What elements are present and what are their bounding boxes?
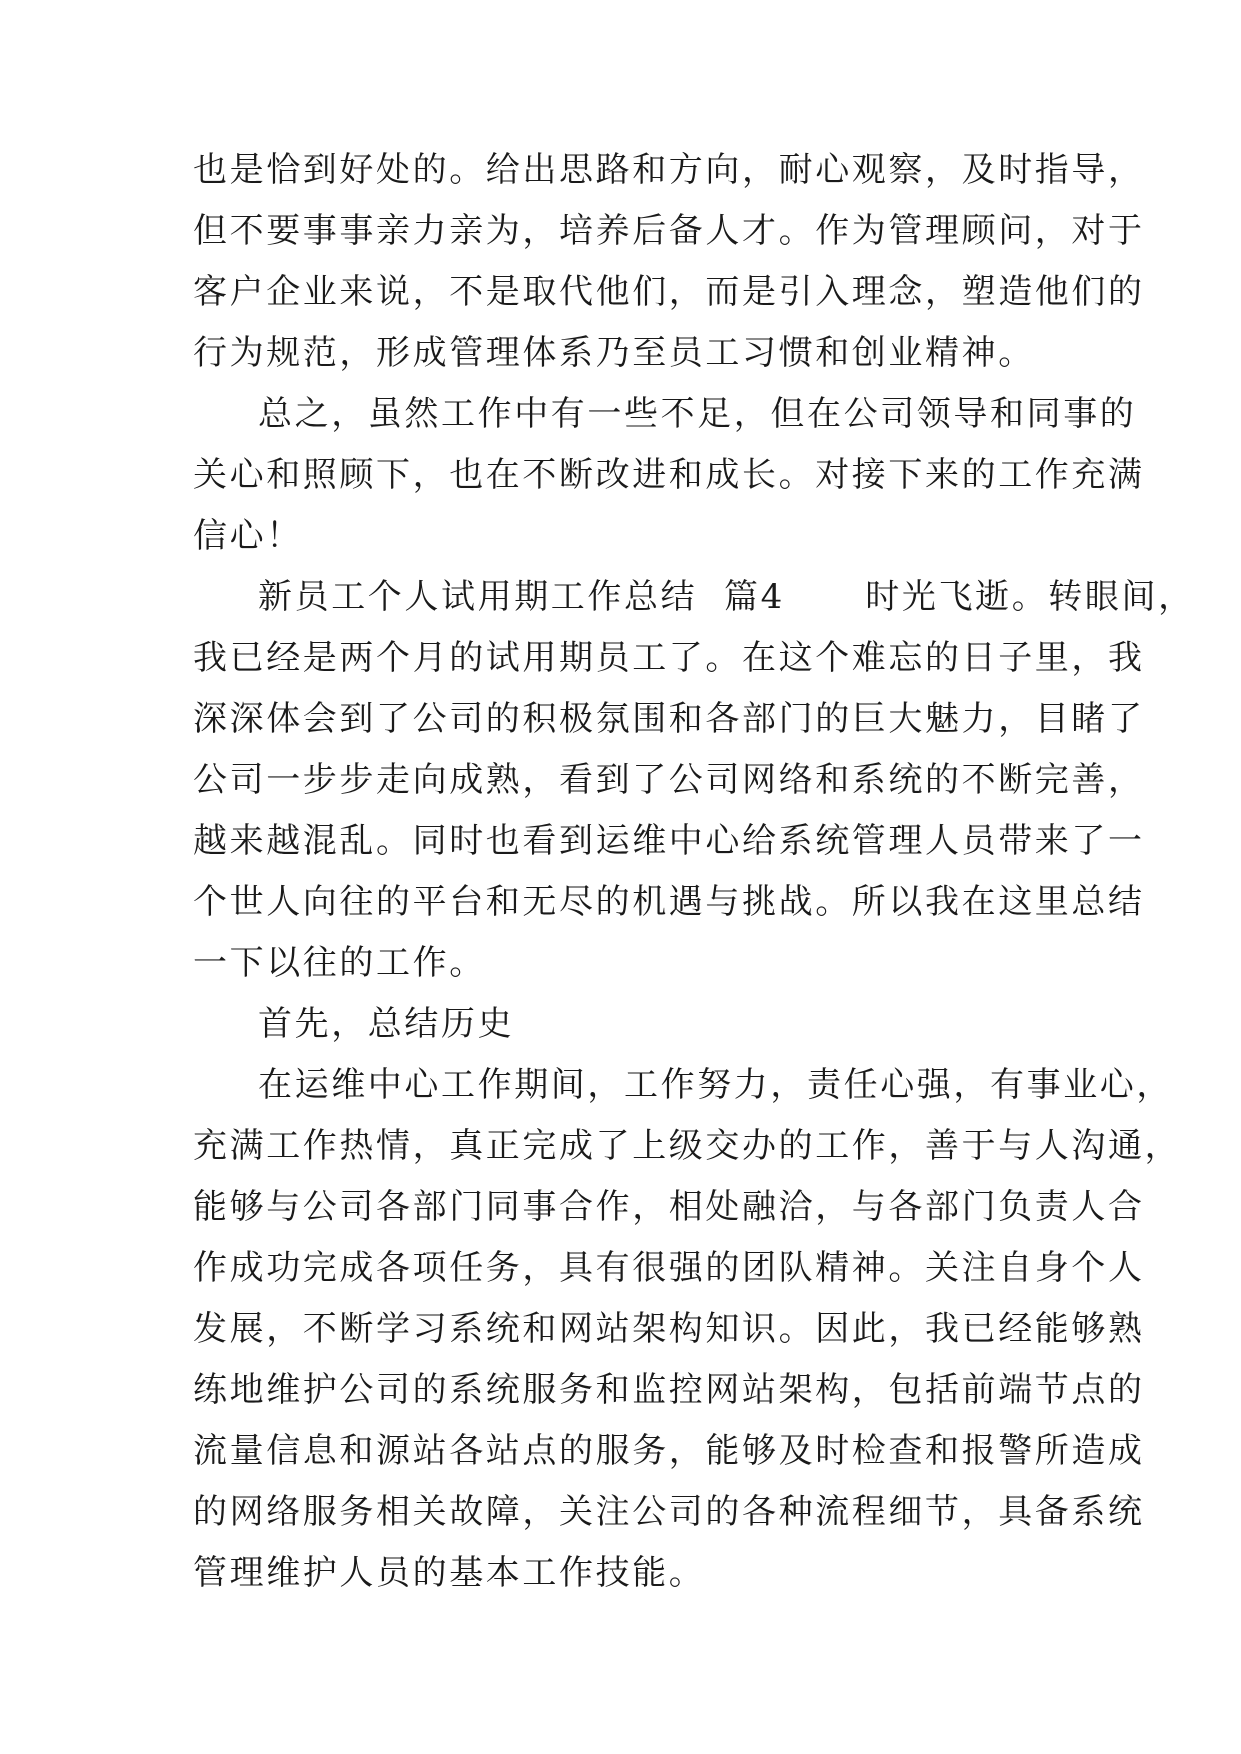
text-line: 越来越混乱。同时也看到运维中心给系统管理人员带来了一 bbox=[193, 821, 1145, 861]
text-line: 关心和照顾下，也在不断改进和成长。对接下来的工作充满 bbox=[193, 455, 1145, 495]
paragraph-start-line: 总之，虽然工作中有一些不足，但在公司领导和同事的 bbox=[258, 394, 1137, 434]
text-line: 作成功完成各项任务，具有很强的团队精神。关注自身个人 bbox=[193, 1248, 1145, 1288]
text-line: 客户企业来说，不是取代他们，而是引入理念，塑造他们的 bbox=[193, 272, 1145, 312]
text-line: 也是恰到好处的。给出思路和方向，耐心观察，及时指导， bbox=[193, 150, 1145, 190]
text-line: 的网络服务相关故障，关注公司的各种流程细节，具备系统 bbox=[193, 1492, 1145, 1532]
text-line: 信心！ bbox=[193, 516, 303, 556]
paragraph-start-line: 在运维中心工作期间，工作努力，责任心强，有事业心， bbox=[258, 1065, 1173, 1105]
text-line: 公司一步步走向成熟，看到了公司网络和系统的不断完善， bbox=[193, 760, 1145, 800]
text-line: 练地维护公司的系统服务和监控网站架构，包括前端节点的 bbox=[193, 1370, 1145, 1410]
text-line: 能够与公司各部门同事合作，相处融洽，与各部门负责人合 bbox=[193, 1187, 1145, 1227]
text-line: 行为规范，形成管理体系乃至员工习惯和创业精神。 bbox=[193, 333, 1035, 373]
subheading-line: 首先，总结历史 bbox=[258, 1004, 515, 1044]
text-line: 个世人向往的平台和无尽的机遇与挑战。所以我在这里总结 bbox=[193, 882, 1145, 922]
text-line: 我已经是两个月的试用期员工了。在这个难忘的日子里，我 bbox=[193, 638, 1145, 678]
text-line: 流量信息和源站各站点的服务，能够及时检查和报警所造成 bbox=[193, 1431, 1145, 1471]
section-heading-line: 新员工个人试用期工作总结 篇4 时光飞逝。转眼间， bbox=[258, 577, 1195, 617]
text-line: 但不要事事亲力亲为，培养后备人才。作为管理顾问，对于 bbox=[193, 211, 1145, 251]
text-line: 一下以往的工作。 bbox=[193, 943, 486, 983]
text-line: 充满工作热情，真正完成了上级交办的工作，善于与人沟通， bbox=[193, 1126, 1182, 1166]
text-line: 管理维护人员的基本工作技能。 bbox=[193, 1553, 706, 1593]
text-line: 深深体会到了公司的积极氛围和各部门的巨大魅力，目睹了 bbox=[193, 699, 1145, 739]
text-line: 发展，不断学习系统和网站架构知识。因此，我已经能够熟 bbox=[193, 1309, 1145, 1349]
